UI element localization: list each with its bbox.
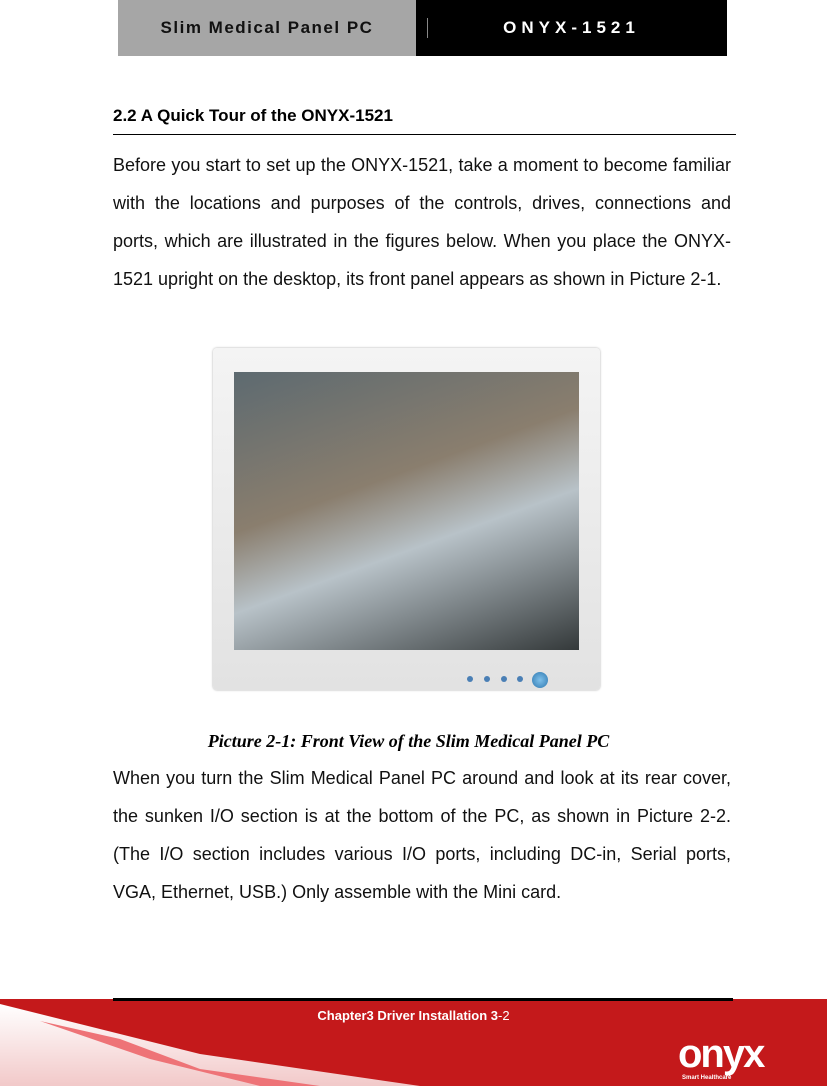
intro-paragraph: Before you start to set up the ONYX-1521, take a moment to become familiar with the locations and purposes of the controls, drives, connections and ports, which are illustrated in the figures below. When you place the ONYX-1521 upright on the desktop, its front panel appears as shown in Picture 2-1. (113, 155, 731, 289)
section-title: 2.2 A Quick Tour of the ONYX-1521 (113, 106, 393, 125)
header-model: ONYX-1521 (416, 0, 727, 56)
indicator-led (501, 676, 507, 682)
figure-caption: Picture 2-1: Front View of the Slim Medical Panel PC (207, 731, 610, 751)
footer-rule (113, 998, 733, 1001)
title-rule (113, 134, 736, 135)
monitor-screen (234, 372, 579, 650)
front-view-image (213, 348, 600, 690)
power-button-icon (532, 672, 548, 688)
indicator-led (467, 676, 473, 682)
header-product-line: Slim Medical Panel PC (118, 0, 416, 56)
logo-tagline: Smart Healthcare (682, 1075, 732, 1081)
footer-chapter: Chapter3 Driver Installation 3 (317, 1008, 499, 1023)
footer-page: -2 (498, 1008, 510, 1023)
onyx-logo: onyx (678, 1032, 764, 1076)
rear-paragraph: When you turn the Slim Medical Panel PC around and look at its rear cover, the sunken I/O section is at the bottom of the PC, as shown in Picture 2-2. (The I/O section includes various I/O ports, including DC-in, Serial ports, VGA, Ethernet, USB.) Only assemble with the Mini card. (113, 768, 731, 902)
indicator-led (517, 676, 523, 682)
footer-page-label (0, 1008, 827, 1023)
indicator-led (484, 676, 490, 682)
header-divider (427, 18, 428, 38)
